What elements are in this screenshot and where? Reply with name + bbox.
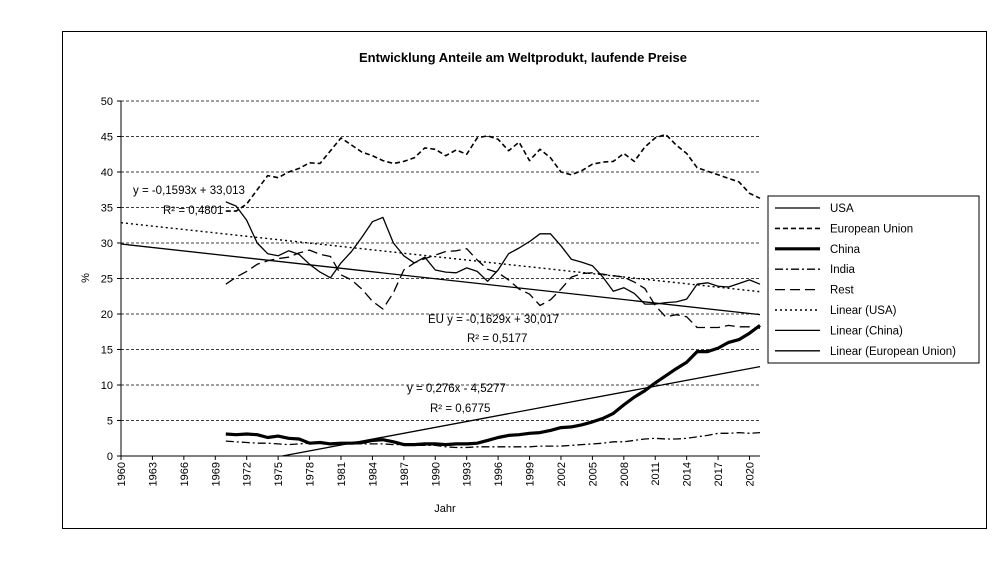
x-tick-label: 1990 bbox=[430, 462, 443, 487]
usa-trend-equation: y = -0,1593x + 33,013 bbox=[133, 185, 245, 197]
x-tick-label: 1963 bbox=[147, 462, 160, 487]
series-line-linear-usa bbox=[121, 223, 760, 292]
x-tick-label: 1996 bbox=[493, 462, 506, 487]
usa-trend-r2: R² = 0,4801 bbox=[163, 205, 224, 217]
x-tick-label: 1960 bbox=[116, 462, 128, 487]
x-tick-label: 1981 bbox=[335, 462, 348, 487]
x-tick-label: 2014 bbox=[681, 462, 694, 487]
x-axis-title: Jahr bbox=[434, 503, 456, 515]
x-tick-label: 2005 bbox=[587, 462, 600, 487]
y-tick-label: 40 bbox=[100, 167, 113, 179]
x-tick-label: 1978 bbox=[304, 462, 317, 487]
x-tick-label: 1975 bbox=[273, 462, 286, 487]
x-tick-labels bbox=[116, 456, 757, 486]
x-tick-label: 1999 bbox=[524, 462, 537, 487]
legend-label-rest: Rest bbox=[830, 284, 854, 297]
legend-label-india: India bbox=[830, 264, 855, 277]
y-axis-title: % bbox=[80, 273, 92, 283]
x-tick-label: 1969 bbox=[210, 462, 223, 487]
legend-label-linear-usa: Linear (USA) bbox=[830, 305, 897, 317]
x-tick-label: 1984 bbox=[367, 462, 380, 487]
legend-label-linear-european-union: Linear (European Union) bbox=[830, 345, 956, 358]
y-tick-label: 10 bbox=[100, 380, 113, 392]
legend bbox=[768, 196, 979, 363]
y-tick-label: 50 bbox=[100, 96, 113, 108]
series-line-european-union bbox=[226, 134, 760, 211]
legend-label-china: China bbox=[830, 243, 861, 256]
x-tick-label: 2017 bbox=[713, 462, 726, 487]
chart-title: Entwicklung Anteile am Weltprodukt, laufende Preise bbox=[359, 50, 687, 65]
eu-trend-equation: EU y = -0,1629x + 30,017 bbox=[428, 314, 560, 326]
y-tick-label: 0 bbox=[106, 451, 113, 463]
china-trend-equation: y = 0,276x - 4,5277 bbox=[407, 383, 506, 395]
legend-label-european-union: European Union bbox=[830, 223, 914, 236]
legend-box bbox=[768, 196, 979, 363]
y-tick-labels bbox=[101, 96, 121, 463]
legend-label-linear-china: Linear (China) bbox=[830, 325, 903, 338]
y-tick-label: 5 bbox=[106, 415, 113, 428]
x-tick-label: 2020 bbox=[744, 462, 757, 487]
y-tick-label: 45 bbox=[100, 131, 113, 144]
china-trend-r2: R² = 0,6775 bbox=[430, 403, 491, 415]
series-line-linear-china bbox=[282, 367, 760, 456]
x-tick-label: 1966 bbox=[178, 462, 191, 487]
legend-label-usa: USA bbox=[830, 203, 854, 215]
y-tick-label: 30 bbox=[100, 238, 113, 250]
series-line-linear-european-union bbox=[121, 244, 760, 315]
eu-trend-r2: R² = 0,5177 bbox=[467, 333, 528, 345]
y-tick-label: 25 bbox=[100, 273, 113, 286]
y-tick-label: 20 bbox=[100, 309, 113, 321]
x-tick-label: 2002 bbox=[555, 462, 568, 487]
y-tick-label: 15 bbox=[100, 344, 113, 357]
x-tick-label: 1987 bbox=[398, 462, 411, 487]
y-tick-label: 35 bbox=[100, 202, 113, 215]
trendline-equations bbox=[133, 185, 559, 415]
x-tick-label: 1993 bbox=[461, 462, 474, 487]
x-tick-label: 2011 bbox=[650, 462, 663, 486]
series-line-usa bbox=[226, 202, 760, 304]
x-tick-label: 1972 bbox=[241, 462, 254, 487]
x-tick-label: 2008 bbox=[618, 462, 631, 487]
gridlines bbox=[121, 101, 760, 421]
